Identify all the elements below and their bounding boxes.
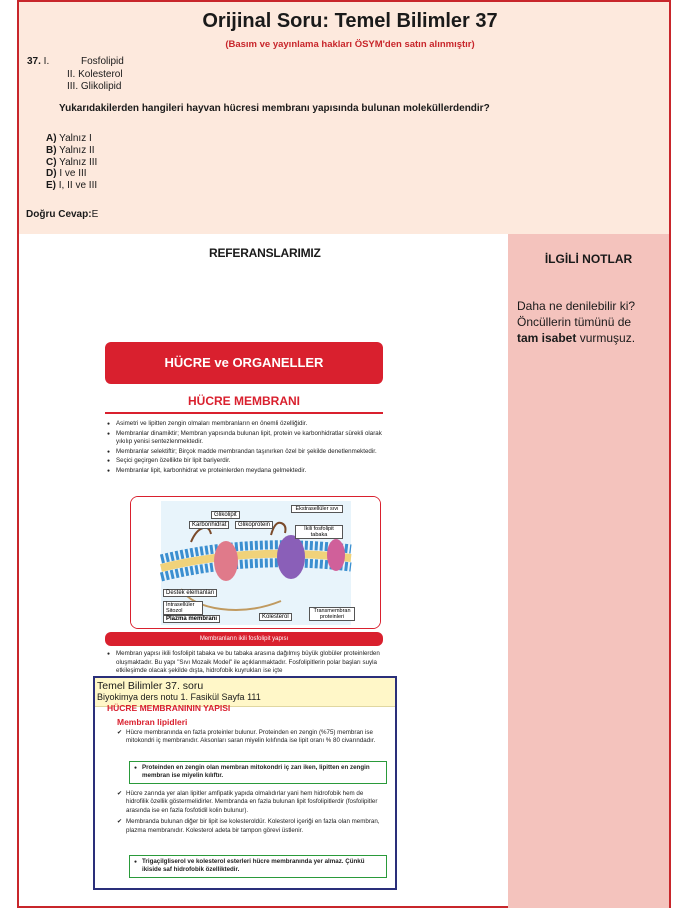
reference-card: [93, 676, 397, 890]
list-item: ✔ Hücre membranında en fazla proteinler bulunur. Proteinden en zengin (%75) membran ise mitokondri iç membranıdır. Aksonları saran miyelin kılıfında ise lipit oranı % 80 civarındadır.: [117, 729, 387, 746]
diagram-caption: Membranların ikili fosfolipit yapısı: [105, 632, 383, 646]
list-item: ● Asimetri ve lipitten zengin olmaları membranların en önemli özelliğidir.: [107, 420, 383, 429]
list-item: ✔ Hücre zarında yer alan lipitler amfipatik yapıda olmalıdırlar yani hem hidrofobik hem de hidrofilik özellik göstermelidirler. Membranda en fazla bulunan lipit fosfolipitlerdir (fosfolipitler arasında ise en fazla fosfotidil kolin bulunur).: [117, 790, 387, 815]
diagram-label: Destek elemanları: [163, 589, 217, 597]
list-item: ✔ Membranda bulunan diğer bir lipit ise kolesteroldür. Kolesterol içeriği en fazla olan membran, plazma membranıdır. Kolesterol adeta bir tampon görevi üstlenir.: [117, 818, 387, 835]
question-panel: [19, 2, 669, 234]
reference-heading: HÜCRE MEMBRANININ YAPISI: [107, 703, 231, 713]
premise-list: [63, 56, 124, 94]
reference-title: Temel Bilimler 37. soru: [97, 680, 204, 692]
reference-list: [117, 790, 387, 835]
reference-subheading: Membran lipidleri: [117, 717, 188, 727]
list-item: ● Membranlar dinamiktir; Membran yapısında bulunan lipit, protein ve karbonhidratlar sürekli olarak yıkılıp yenisi sentezlenmektedir.: [107, 430, 383, 447]
highlight-box: ● Trigaçilgliserol ve kolesterol esterleri hücre membranında yer almaz. Çünkü ikiside saf hidrofobik özelliktedir.: [129, 855, 387, 878]
diagram-label: Kolesterol: [259, 613, 292, 621]
diagram-label: Glikolipit: [211, 511, 240, 519]
option-b: B) Yalnız II: [46, 144, 95, 156]
option-c: C) Yalnız III: [46, 156, 98, 168]
list-item: ● Seçici geçirgen özellikte bir lipit bariyerdir.: [107, 457, 383, 466]
copyright-note: (Basım ve yayınlama hakları ÖSYM'den satın alınmıştır): [225, 39, 475, 50]
list-item: ● Membranlar lipit, karbonhidrat ve proteinlerden meydana gelmektedir.: [107, 467, 383, 476]
diagram-label: İntrasellüler Sitozol: [163, 601, 203, 615]
page-frame: [17, 0, 671, 908]
diagram-label: Transmembran proteinleri: [309, 607, 355, 621]
reference-list: [117, 729, 387, 746]
page-title: Orijinal Soru: Temel Bilimler 37: [202, 10, 498, 32]
book-bullet-list: [107, 650, 383, 676]
book-bullet-list: [107, 420, 383, 477]
notes-panel: [508, 234, 669, 908]
question-stem: Yukarıdakilerden hangileri hayvan hücresi membranı yapısında bulunan moleküllerdendir?: [59, 103, 490, 114]
list-item: ● Membran yapısı ikili fosfolipit tabaka ve bu tabaka arasına dağılmış büyük globüler proteinlerden oluşmaktadır. Bu yapı "Sıvı Mozaik Model" ile açıklanmaktadır. Fosfolipitlerin polar başları suyla etkileşimde olacak şekilde dışta, hidrofobik kuyrukları ise içte: [107, 650, 383, 676]
option-e: E) I, II ve III: [46, 180, 98, 192]
premise-item: Fosfolipid: [81, 56, 124, 67]
notes-text: Daha ne denilebilir ki? Öncüllerin tümünü de tam isabet vurmuşuz.: [517, 299, 636, 345]
correct-answer: Doğru Cevap:E: [26, 209, 99, 220]
diagram-label: Plazma membranı: [163, 615, 220, 623]
option-d: D) I ve III: [46, 168, 87, 180]
list-item: ● Membranlar selektiftir; Birçok madde membrandan taşınırken özel bir şekilde denetlenmektedir.: [107, 448, 383, 457]
references-title: REFERANSLARIMIZ: [209, 246, 321, 260]
diagram-label: İkili fosfolipit tabaka: [295, 525, 343, 539]
book-banner: HÜCRE ve ORGANELLER: [105, 342, 383, 384]
premise-item: II. Kolesterol: [67, 68, 123, 80]
highlight-box: ● Proteinden en zengin olan membran mitokondri iç zarı iken, lipitten en zengin membran ise miyelin kılıftır.: [129, 761, 387, 784]
divider: [105, 412, 383, 414]
options-list: [46, 133, 97, 192]
premise-item: III. Glikolipid: [67, 81, 122, 92]
reference-source: Biyokimya ders notu 1. Fasikül Sayfa 111: [97, 692, 261, 702]
option-a: A) Yalnız I: [46, 133, 92, 144]
question-number: 37. I.: [27, 56, 50, 67]
membrane-diagram: [130, 496, 381, 629]
diagram-label: Glikoprotein: [235, 521, 273, 529]
book-heading: HÜCRE MEMBRANI: [188, 394, 300, 408]
notes-title: İLGİLİ NOTLAR: [544, 252, 633, 266]
diagram-label: Ekstrasellüler sıvı: [291, 505, 343, 513]
diagram-label: Karbonhidrat: [189, 521, 229, 529]
